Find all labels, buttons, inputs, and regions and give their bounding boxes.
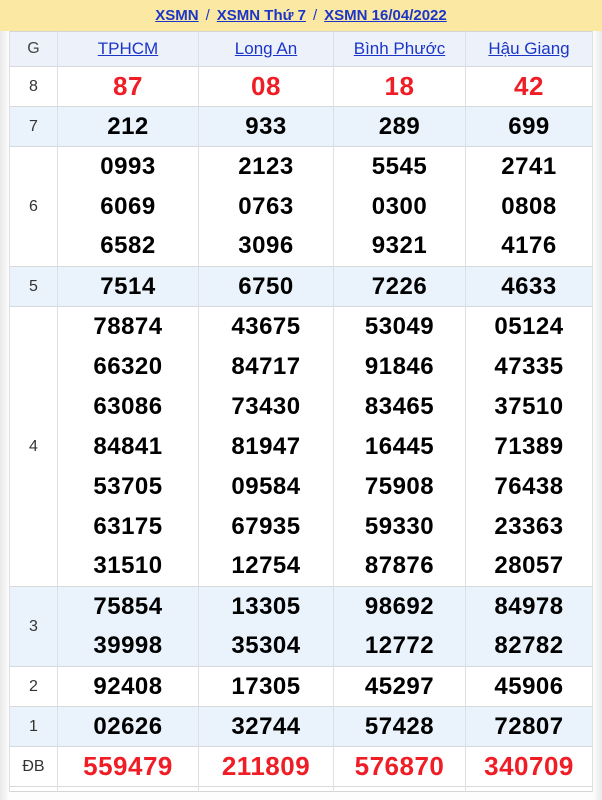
prize-label: 5 [10, 267, 58, 307]
prize-label: 8 [10, 67, 58, 107]
result-cell: 84841 [58, 427, 199, 467]
result-cell: 23363 [466, 507, 593, 547]
result-cell: 39998 [58, 627, 199, 667]
result-cell: 7226 [334, 267, 466, 307]
prize-label: 1 [10, 707, 58, 747]
result-cell: 59330 [334, 507, 466, 547]
table-header-row [10, 32, 593, 67]
result-cell: 32744 [199, 707, 334, 747]
result-cell: 76438 [466, 467, 593, 507]
table-row [10, 467, 593, 507]
prize-column-header: G [10, 32, 58, 67]
breadcrumb-link-xsmn[interactable]: XSMN [155, 7, 199, 24]
result-cell: 16445 [334, 427, 466, 467]
result-cell: 92408 [58, 667, 199, 707]
result-cell: 53049 [334, 307, 466, 347]
breadcrumb [0, 0, 602, 31]
result-cell: 84978 [466, 587, 593, 627]
result-cell: 98692 [334, 587, 466, 627]
table-row [10, 227, 593, 267]
table-row [10, 667, 593, 707]
result-cell: 13305 [199, 587, 334, 627]
result-cell: 4633 [466, 267, 593, 307]
result-cell: 84717 [199, 347, 334, 387]
result-cell: 73430 [199, 387, 334, 427]
result-cell: 09584 [199, 467, 334, 507]
result-cell: 6750 [199, 267, 334, 307]
result-cell: 6069 [58, 187, 199, 227]
column-link-hau-giang[interactable]: Hậu Giang [488, 39, 570, 58]
table-row [10, 107, 593, 147]
table-row [10, 547, 593, 587]
column-link-binh-phuoc[interactable]: Bình Phước [353, 39, 446, 58]
prize-label: 2 [10, 667, 58, 707]
table-row [10, 187, 593, 227]
page-content [0, 31, 602, 800]
result-cell: 559479 [58, 747, 199, 787]
result-cell: 211809 [199, 747, 334, 787]
result-cell: 576870 [334, 747, 466, 787]
result-cell: 3096 [199, 227, 334, 267]
result-cell: 28057 [466, 547, 593, 587]
prize-label: 6 [10, 147, 58, 267]
result-cell: 2123 [199, 147, 334, 187]
prize-label: 7 [10, 107, 58, 147]
table-row [10, 787, 593, 792]
results-body [10, 32, 593, 792]
result-cell: 82782 [466, 627, 593, 667]
result-cell: 18 [334, 67, 466, 107]
result-cell: 78874 [58, 307, 199, 347]
prize-label: 3 [10, 587, 58, 667]
result-cell: 289 [334, 107, 466, 147]
table-row [10, 347, 593, 387]
result-cell: 91846 [334, 347, 466, 387]
result-cell: 08 [199, 67, 334, 107]
result-cell: 42 [466, 67, 593, 107]
result-cell: 9321 [334, 227, 466, 267]
table-row [10, 387, 593, 427]
result-cell: 45297 [334, 667, 466, 707]
table-row [10, 427, 593, 467]
result-cell: 933 [199, 107, 334, 147]
prize-label: ĐB [10, 747, 58, 787]
lottery-results-table [9, 31, 593, 792]
result-cell: 87876 [334, 547, 466, 587]
result-cell: 17305 [199, 667, 334, 707]
result-cell: 87 [58, 67, 199, 107]
result-cell: 47335 [466, 347, 593, 387]
table-row [10, 267, 593, 307]
result-cell: 72807 [466, 707, 593, 747]
column-link-long-an[interactable]: Long An [234, 39, 298, 58]
result-cell: 45906 [466, 667, 593, 707]
result-cell: 31510 [58, 547, 199, 587]
result-cell: 83465 [334, 387, 466, 427]
breadcrumb-link-xsmn-date[interactable]: XSMN 16/04/2022 [324, 7, 447, 24]
breadcrumb-link-xsmn-thu7[interactable]: XSMN Thứ 7 [216, 7, 306, 24]
result-cell: 66320 [58, 347, 199, 387]
result-cell: 75908 [334, 467, 466, 507]
result-cell: 2741 [466, 147, 593, 187]
result-cell: 57428 [334, 707, 466, 747]
result-cell: 0300 [334, 187, 466, 227]
result-cell: 12754 [199, 547, 334, 587]
result-cell: 6582 [58, 227, 199, 267]
table-row [10, 707, 593, 747]
result-cell: 12772 [334, 627, 466, 667]
result-cell: 02626 [58, 707, 199, 747]
table-row [10, 67, 593, 107]
result-cell: 0993 [58, 147, 199, 187]
prize-label: 4 [10, 307, 58, 587]
result-cell: 71389 [466, 427, 593, 467]
result-cell: 63175 [58, 507, 199, 547]
result-cell: 67935 [199, 507, 334, 547]
table-row [10, 747, 593, 787]
result-cell: 81947 [199, 427, 334, 467]
breadcrumb-separator: / [312, 7, 318, 24]
result-cell: 212 [58, 107, 199, 147]
result-cell: 37510 [466, 387, 593, 427]
table-row [10, 627, 593, 667]
result-cell: 35304 [199, 627, 334, 667]
table-row [10, 587, 593, 627]
result-cell: 0808 [466, 187, 593, 227]
result-cell: 0763 [199, 187, 334, 227]
result-cell: 340709 [466, 747, 593, 787]
result-cell: 4176 [466, 227, 593, 267]
result-cell: 75854 [58, 587, 199, 627]
table-row [10, 307, 593, 347]
result-cell: 53705 [58, 467, 199, 507]
result-cell: 43675 [199, 307, 334, 347]
column-link-tphcm[interactable]: TPHCM [97, 39, 159, 58]
result-cell: 63086 [58, 387, 199, 427]
result-cell: 5545 [334, 147, 466, 187]
result-cell: 699 [466, 107, 593, 147]
result-cell: 05124 [466, 307, 593, 347]
table-row [10, 507, 593, 547]
result-cell: 7514 [58, 267, 199, 307]
breadcrumb-separator: / [205, 7, 210, 24]
table-row [10, 147, 593, 187]
